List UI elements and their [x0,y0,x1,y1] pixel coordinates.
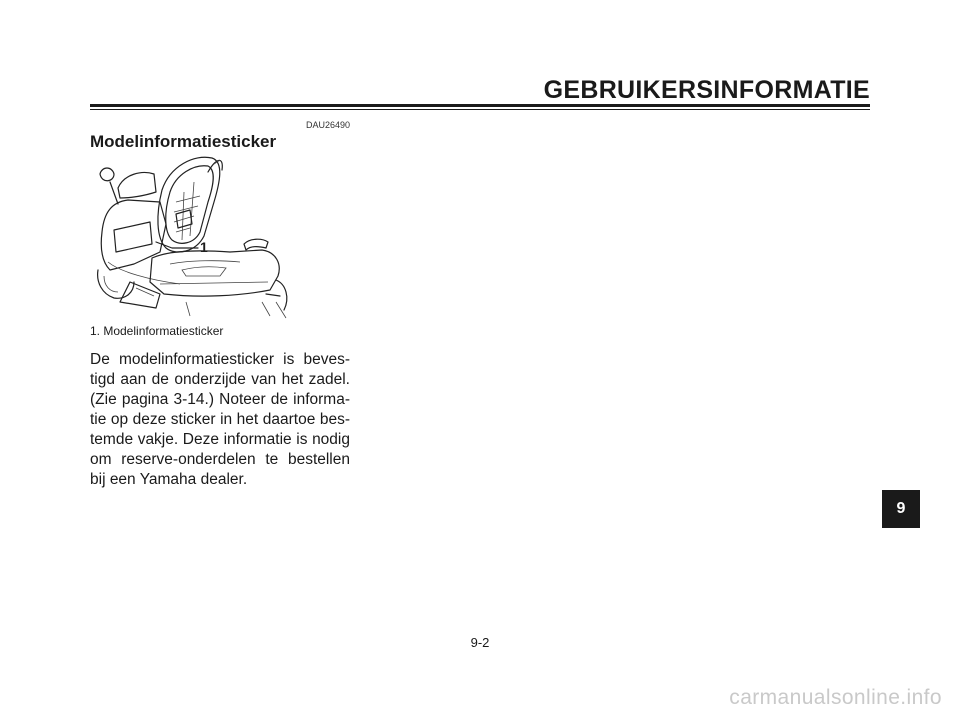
section-code: DAU26490 [305,120,350,130]
figure-caption: 1. Modelinformatiesticker [90,324,224,338]
scooter-seat-illustration [90,152,300,320]
figure-callout-number: 1 [200,239,208,255]
chapter-tab[interactable]: 9 [882,490,920,528]
header-rule-thin [90,109,870,110]
section-title: Modelinformatiesticker [90,132,277,151]
watermark-text: carmanualsonline.info [729,686,942,709]
page-header-title: GEBRUIKERSINFORMATIE [543,76,870,104]
page-number: 9-2 [470,635,490,650]
body-paragraph: De modelinformatiesticker is beves-tigd aan de onderzijde van het zadel. (Zie pagina 3-14.) Noteer de informa-tie op deze sticker in het daartoe bes-temde vakje. Deze informatie is nodig om reserve-onderdelen te bestellen bij een Yamaha dealer. [90,351,350,488]
header-rule-thick [90,104,870,107]
